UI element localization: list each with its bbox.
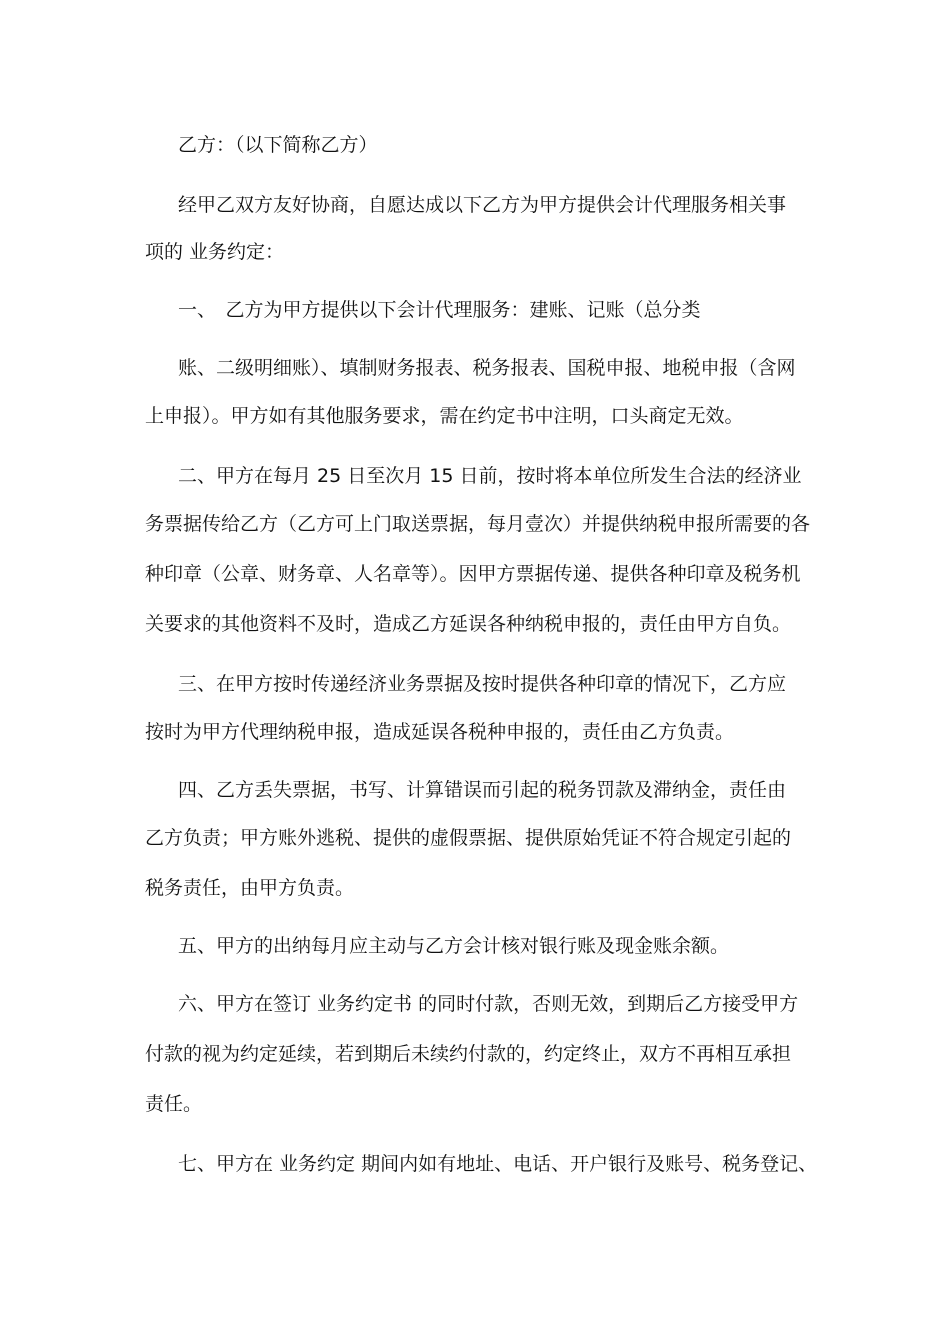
text-line: 付款的视为约定延续，若到期后未续约付款的，约定终止，双方不再相互承担: [145, 1043, 792, 1065]
text-line: 上申报）。甲方如有其他服务要求，需在约定书中注明，口头商定无效。: [145, 405, 744, 427]
text-line: 一、 乙方为甲方提供以下会计代理服务：建账、记账（总分类: [178, 299, 701, 321]
text-line: 项的 业务约定：: [145, 241, 285, 263]
text-line: 三、在甲方按时传递经济业务票据及按时提供各种印章的情况下，乙方应: [178, 673, 787, 695]
text-line: 五、甲方的出纳每月应主动与乙方会计核对银行账及现金账余额。: [178, 935, 730, 957]
text-line: 务票据传给乙方（乙方可上门取送票据，每月壹次）并提供纳税申报所需要的各: [145, 513, 811, 535]
text-line: 七、甲方在 业务约定 期间内如有地址、电话、开户银行及账号、税务登记、: [178, 1153, 818, 1175]
text-line: 乙方负责；甲方账外逃税、提供的虚假票据、提供原始凭证不符合规定引起的: [145, 827, 792, 849]
text-line: 六、甲方在签订 业务约定书 的同时付款，否则无效，到期后乙方接受甲方: [178, 993, 799, 1015]
text-line: 乙方：（以下简称乙方）: [178, 134, 378, 156]
text-line: 税务责任，由甲方负责。: [145, 877, 355, 899]
text-line: 关要求的其他资料不及时，造成乙方延误各种纳税申报的，责任由甲方自负。: [145, 613, 792, 635]
text-line: 责任。: [145, 1093, 203, 1115]
text-line: 四、乙方丢失票据，书写、计算错误而引起的税务罚款及滞纳金，责任由: [178, 779, 787, 801]
text-line: 按时为甲方代理纳税申报，造成延误各税种申报的，责任由乙方负责。: [145, 721, 735, 743]
text-line: 种印章（公章、财务章、人名章等）。因甲方票据传递、提供各种印章及税务机: [145, 563, 801, 585]
text-line: 二、甲方在每月 25 日至次月 15 日前，按时将本单位所发生合法的经济业: [178, 465, 802, 487]
text-line: 经甲乙双方友好协商，自愿达成以下乙方为甲方提供会计代理服务相关事: [178, 194, 787, 216]
text-line: 账、二级明细账）、填制财务报表、税务报表、国税申报、地税申报（含网: [178, 357, 796, 379]
